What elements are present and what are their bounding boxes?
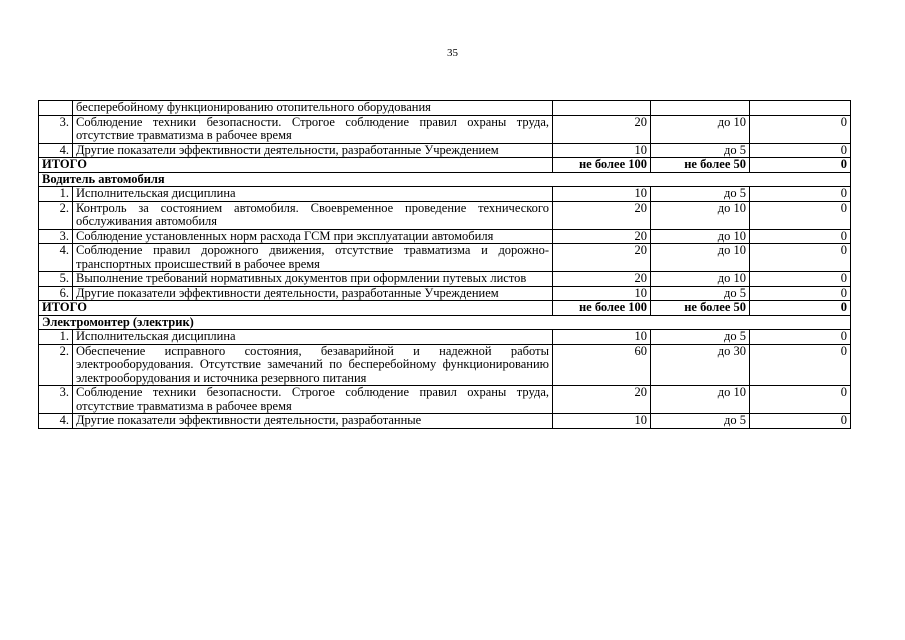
total-label: ИТОГО [39,301,553,316]
item-description: Соблюдение техники безопасности. Строгое соблюдение правил охраны труда, отсутствие травматизма в рабочее время [73,386,553,414]
item-number [39,101,73,116]
max-score: 10 [553,187,651,202]
score-range: до 5 [651,414,750,429]
max-score: 10 [553,330,651,345]
total-row [39,158,851,173]
max-score: 20 [553,244,651,272]
item-number: 3. [39,229,73,244]
score-range: до 5 [651,143,750,158]
section-header-row [39,172,851,187]
max-score: 20 [553,386,651,414]
item-number: 4. [39,414,73,429]
item-number: 5. [39,272,73,287]
item-number: 2. [39,344,73,386]
score-range: до 5 [651,187,750,202]
table-row [39,115,851,143]
table-row [39,187,851,202]
total-label: ИТОГО [39,158,553,173]
min-score: 0 [750,143,851,158]
min-score: 0 [750,115,851,143]
section-title: Электромонтер (электрик) [39,315,851,330]
total-mid-value: не более 50 [651,301,750,316]
min-score [750,101,851,116]
item-number: 3. [39,386,73,414]
min-score: 0 [750,344,851,386]
table-row [39,143,851,158]
total-last-value: 0 [750,301,851,316]
total-max-value: не более 100 [553,158,651,173]
max-score: 10 [553,286,651,301]
max-score: 10 [553,414,651,429]
table-row [39,229,851,244]
score-range: до 10 [651,201,750,229]
item-description: Соблюдение правил дорожного движения, отсутствие травматизма и дорожно-транспортных происшествий в рабочее время [73,244,553,272]
max-score: 20 [553,229,651,244]
min-score: 0 [750,286,851,301]
page-number: 35 [447,47,458,59]
table-row [39,244,851,272]
item-description: Исполнительская дисциплина [73,330,553,345]
table-row [39,286,851,301]
section-header-row [39,315,851,330]
item-number: 2. [39,201,73,229]
total-row [39,301,851,316]
table-row [39,414,851,429]
item-description: бесперебойному функционированию отопительного оборудования [73,101,553,116]
score-range: до 30 [651,344,750,386]
min-score: 0 [750,386,851,414]
total-mid-value: не более 50 [651,158,750,173]
item-number: 1. [39,330,73,345]
min-score: 0 [750,229,851,244]
max-score [553,101,651,116]
score-range: до 10 [651,229,750,244]
table-row [39,330,851,345]
max-score: 20 [553,115,651,143]
item-description: Другие показатели эффективности деятельности, разработанные Учреждением [73,286,553,301]
item-number: 3. [39,115,73,143]
max-score: 10 [553,143,651,158]
section-title: Водитель автомобиля [39,172,851,187]
item-number: 4. [39,244,73,272]
table-row [39,201,851,229]
score-range: до 10 [651,386,750,414]
item-number: 1. [39,187,73,202]
item-description: Контроль за состоянием автомобиля. Своевременное проведение технического обслуживания автомобиля [73,201,553,229]
table-row [39,101,851,116]
item-number: 4. [39,143,73,158]
table-row [39,272,851,287]
min-score: 0 [750,244,851,272]
item-description: Исполнительская дисциплина [73,187,553,202]
min-score: 0 [750,201,851,229]
criteria-table [38,100,851,429]
total-last-value: 0 [750,158,851,173]
table-row [39,386,851,414]
score-range: до 10 [651,244,750,272]
max-score: 60 [553,344,651,386]
item-description: Выполнение требований нормативных документов при оформлении путевых листов [73,272,553,287]
score-range: до 10 [651,115,750,143]
total-max-value: не более 100 [553,301,651,316]
min-score: 0 [750,272,851,287]
max-score: 20 [553,201,651,229]
item-description: Обеспечение исправного состояния, безаварийной и надежной работы электрооборудования. Отсутствие замечаний по бесперебойному функционированию электрооборудования и источника резервного питания [73,344,553,386]
item-description: Соблюдение установленных норм расхода ГСМ при эксплуатации автомобиля [73,229,553,244]
item-description: Соблюдение техники безопасности. Строгое соблюдение правил охраны труда, отсутствие травматизма в рабочее время [73,115,553,143]
min-score: 0 [750,414,851,429]
score-range: до 5 [651,286,750,301]
min-score: 0 [750,187,851,202]
score-range [651,101,750,116]
table-row [39,344,851,386]
item-description: Другие показатели эффективности деятельности, разработанные Учреждением [73,143,553,158]
score-range: до 10 [651,272,750,287]
item-description: Другие показатели эффективности деятельности, разработанные [73,414,553,429]
score-range: до 5 [651,330,750,345]
max-score: 20 [553,272,651,287]
item-number: 6. [39,286,73,301]
min-score: 0 [750,330,851,345]
